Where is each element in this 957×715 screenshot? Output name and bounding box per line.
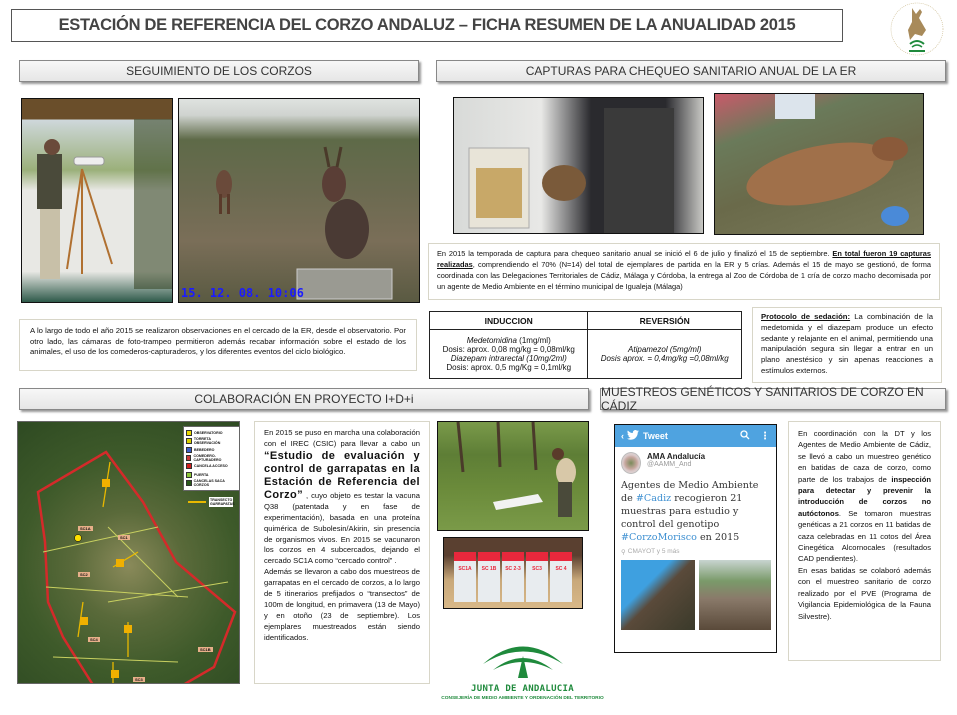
legend-item [186, 429, 237, 437]
section-header-colaboracion: COLABORACIÓN EN PROYECTO I+D+i [19, 388, 589, 410]
protocol-text: La combinación de la medetomida y el diazepam produce un efecto sedante y relajante en el animal, permitiendo una manipulación segura sin llegar a entrar en un plano anestésico y sin apenas reacciones a estímulos externos. [761, 312, 933, 375]
water-trough-icon [186, 447, 192, 453]
deer-gate-icon [186, 480, 192, 486]
search-icon[interactable] [740, 430, 750, 442]
legend-item [186, 446, 237, 454]
tweet-media [615, 556, 776, 630]
tweet-top-bar [615, 425, 776, 447]
colab-text-c: Además se llevaron a cabo dos muestreos de garrapatas en el cercado de corzos, a lo largo de 5 itinerarios prefijados o “transectos” de 100m de longitud, en primavera (13 de Mayo) y en otoño (23 de septiembre). Los ejemplares muestreados están siendo identificados. [264, 567, 420, 642]
sample-jar: SC3 [526, 552, 548, 602]
colab-text-b: , cuyo objeto es testar la vacuna Q38 (patentada y en fase de experimentación), basada en una proteína quimérica de Subolesin/Akirin, sin presencia de organismos vivos. En 2015 se vacunaron los corzos en 4 subcercados, dejando el cercado SC1A como “cercado control” . [264, 490, 420, 566]
observatory-icon [186, 430, 192, 436]
legend-label: CANCELA ACCESO [194, 464, 228, 469]
map-label-sc1a: SC1A [80, 526, 91, 531]
legend-label: PUERTA [194, 472, 209, 477]
section-header-capturas: CAPTURAS PARA CHEQUEO SANITARIO ANUAL DE LA ER [436, 60, 946, 82]
tweet-text [615, 474, 776, 544]
reversion-dose: Dosis aprox. = 0,4mg/kg =0,08ml/kg [600, 354, 729, 363]
sample-jar: SC1A [454, 552, 476, 602]
back-icon[interactable]: ‹ [621, 431, 624, 441]
colab-text-a: En 2015 se puso en marcha una colaboración con el IREC (CSIC) para llevar a cabo un [264, 428, 420, 448]
legend-label: BEBEDERO [194, 447, 215, 452]
transect-line-icon [188, 501, 206, 503]
hashtag-cadiz[interactable]: #Cadiz [635, 493, 672, 504]
capturas-text [428, 243, 940, 300]
legend-item [186, 470, 237, 478]
map-label-sc2: SC2 [80, 572, 88, 577]
camtrap-timestamp: 15. 12. 08. 10:06 [181, 286, 304, 300]
sedation-drug-table [429, 311, 742, 379]
map-label-sc1: SC1 [120, 535, 128, 540]
legend-label: TORRETA OBSERVACIÓN [193, 437, 221, 446]
table-cell-reversion [588, 330, 742, 379]
feeder-trap-icon [186, 455, 191, 461]
map-label-sc4: SC4 [90, 637, 98, 642]
page-title: ESTACIÓN DE REFERENCIA DEL CORZO ANDALUZ – FICHA RESUMEN DE LA ANUALIDAD 2015 [11, 9, 843, 42]
tick-sampling-field-photo [437, 421, 589, 531]
twitter-bird-icon [627, 430, 639, 442]
legend-label: COMEDERO-CAPTURADERO [193, 454, 222, 463]
tick-sample-jars-photo [443, 537, 583, 609]
legend-item [186, 454, 237, 462]
tweet-card[interactable] [614, 424, 777, 653]
camera-trap-roe-deer-photo [178, 98, 420, 303]
tweet-author [615, 447, 776, 474]
muestreos-text [788, 421, 941, 661]
drug1-name: Medetomidina [466, 336, 517, 345]
legend-item [186, 437, 237, 445]
sample-jar: SC 4 [550, 552, 572, 602]
drug2-dose: Dosis: aprox. 0,5 mg/Kg = 0,1ml/kg [446, 363, 572, 372]
reversion-drug: Atipamezol (5mg/ml) [628, 345, 702, 354]
legend-label: OBSERVATORIO [194, 431, 223, 436]
tweet-bar-label: Tweet [643, 431, 668, 441]
legend-label: CANCELAS SACA CORZOS [193, 478, 225, 487]
drug1-conc: (1mg/ml) [516, 336, 551, 345]
account-handle: @AAMM_And [647, 461, 692, 468]
muestreos-text-c: En esas batidas se colaboró además con el muestreo sanitario de corzo realizado por el PVE (Programa de Vigilancia Epidemiológica de la Fauna Silvestre). [798, 565, 931, 621]
legend-item [186, 479, 237, 487]
capturas-total-highlight: En total fueron 19 capturas realizadas [437, 249, 931, 269]
access-gate-icon [186, 463, 192, 469]
drug1-dose: Dosis: aprox. 0,08 mg/kg = 0,08ml/kg [442, 345, 575, 354]
drug2-name: Diazepam intrarectal (10mg/2ml) [450, 354, 567, 363]
protocol-label: Protocolo de sedación: [761, 312, 851, 321]
junta-andalucia-emblem-icon [478, 634, 568, 679]
legend-label: TRANSECTO GARRAPATAS [210, 498, 235, 506]
table-cell-induccion [430, 330, 588, 379]
seguimiento-text: A lo largo de todo el año 2015 se realizaron observaciones en el cercado de la ER, desde el observatorio. Por otro lado, las cámaras de foto-trampeo permitieron además recabar información sobre el estado de los animales, el uso de los comederos-capturaderos, y los diferentes eventos del ciclo biológico. [19, 319, 417, 371]
org-sub: CONSEJERÍA DE MEDIO AMBIENTE Y ORDENACIÓN DEL TERRITORIO [441, 696, 604, 701]
section-header-muestreos: MUESTREOS GENÉTICOS Y SANITARIOS DE CORZO EN CÁDIZ [600, 388, 946, 410]
colab-study-title: “Estudio de evaluación y control de garrapatas en la Estación de Referencia del Corzo” [264, 449, 420, 501]
colaboracion-text [254, 421, 430, 684]
capture-transport-photo [453, 97, 704, 234]
sample-jars [444, 538, 582, 602]
map-legend [183, 426, 240, 491]
tweet-photo-deer-heads[interactable] [699, 560, 772, 630]
watchtower-icon [186, 438, 192, 444]
tweet-text-3: en 2015 [696, 532, 740, 543]
capturas-text-b: , comprendiendo el 70% (N=14) del total de ejemplares de partida en la ER y 5 crías. Además el 15 de mayo se gestionó, de forma coordinada con las Delegaciones Territoriales de Cádiz, Málaga y Córdoba, la entrega al Zoo de Córdoba de 1 cría de corzo macho decomisada por un agente de Medio Ambiente en el término municipal de Igualeja (Málaga) [437, 259, 931, 291]
map-label-sc1b: SC1B [200, 647, 211, 652]
junta-andalucia-logo [440, 634, 605, 714]
retweeted-by[interactable]: CMAYOT y 5 más [627, 548, 680, 555]
hashtag-corzomorisco[interactable]: #CorzoMorisco [621, 532, 697, 543]
sedated-roe-deer-photo [714, 93, 924, 235]
tweet-photo-sampling[interactable] [621, 560, 695, 630]
retweet-info [615, 544, 776, 556]
sample-jar: SC 2-3 [502, 552, 524, 602]
retweet-user-icon: ⚲ [621, 549, 626, 556]
tweet-text-1: Agentes de Medio Ambiente de [621, 480, 759, 504]
account-name[interactable]: AMA Andalucía [647, 452, 706, 461]
sedation-protocol-text [752, 307, 942, 383]
map-label-sc3: SC3 [135, 677, 143, 682]
muestreos-text-a: En coordinación con la DT y los Agentes de Medio Ambiente de Cádiz, se llevó a cabo un muestreo genético en batidas de caza de corzo, como parte de los trabajos de [798, 429, 931, 484]
enclosure-aerial-map [17, 421, 240, 684]
capturas-text-a: En 2015 la temporada de captura para chequeo sanitario anual se inició el 6 de julio y finalizó el 15 de septiembre. [437, 249, 833, 258]
table-header-induccion: INDUCCION [430, 312, 588, 330]
muestreos-text-b: . Se tomaron muestras genéticas a 21 corzos en 11 batidas de caza celebradas en 11 cotos del Área Cinegética Alcornocales (resultados CAD pendientes). [798, 508, 931, 564]
avatar[interactable] [621, 452, 641, 474]
legend-item [186, 462, 237, 470]
door-icon [186, 472, 192, 478]
roe-deer-station-seal-icon [882, 0, 952, 58]
table-header-reversion: REVERSIÓN [588, 312, 742, 330]
legend-item-transect [188, 497, 233, 507]
more-options-icon[interactable]: ⋮ [760, 430, 770, 442]
org-name: JUNTA DE ANDALUCIA [471, 684, 574, 694]
observer-with-telescope-photo [21, 98, 173, 303]
sample-jar: SC 1B [478, 552, 500, 602]
tweet-text-2: recogieron 21 muestras para estudio y control del genotipo [621, 493, 743, 530]
section-header-seguimiento: SEGUIMIENTO DE LOS CORZOS [19, 60, 419, 82]
muestreos-text-bold: inspección para detectar y prevenir la introducción de corzos no autóctonos [798, 474, 931, 518]
